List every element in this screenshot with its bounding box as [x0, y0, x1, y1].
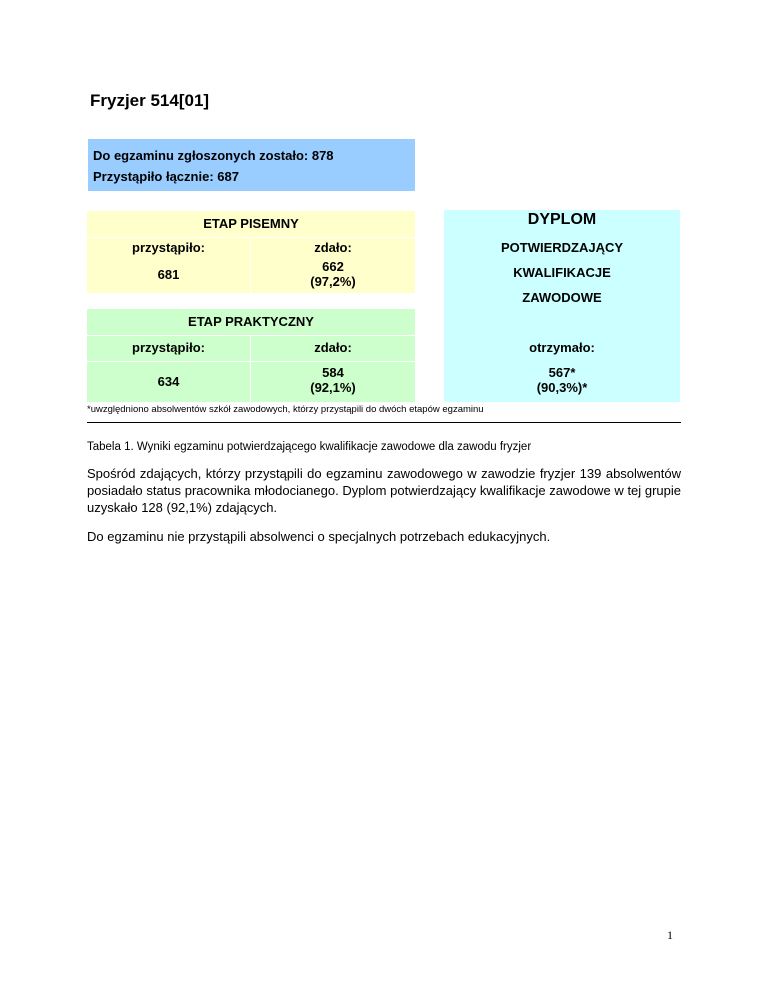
- practical-attended-value: 634: [157, 374, 180, 389]
- page-title: Fryzjer 514[01]: [90, 91, 210, 110]
- written-attended-value: 681: [157, 267, 180, 282]
- summary-box: [88, 139, 415, 191]
- paragraph-2: Do egzaminu nie przystąpili absolwenci o specjalnych potrzebach edukacyjnych.: [87, 529, 551, 544]
- diploma-title: DYPLOM: [527, 211, 597, 228]
- written-stage-header: ETAP PISEMNY: [87, 211, 415, 237]
- diploma-received-label: otrzymało:: [529, 340, 595, 355]
- diploma-line2: POTWIERDZAJĄCY: [500, 240, 624, 255]
- practical-stage-header: ETAP PRAKTYCZNY: [87, 309, 415, 335]
- written-attended-cell: [87, 238, 250, 293]
- practical-passed-value: 584: [322, 365, 344, 380]
- diploma-received-value: 567*: [548, 365, 576, 380]
- practical-passed-label: zdało:: [314, 340, 352, 355]
- practical-passed-value-cell: [251, 362, 415, 402]
- written-passed-cell: [251, 238, 415, 293]
- registered-count: Do egzaminu zgłoszonych zostało: 878: [93, 148, 334, 163]
- written-attended-label: przystąpiło:: [132, 240, 205, 255]
- practical-passed-label-cell: [251, 336, 415, 361]
- practical-attended-label-cell: [87, 336, 250, 361]
- practical-attended-value-cell: [87, 362, 250, 402]
- written-passed-label: zdało:: [314, 240, 352, 255]
- paragraph-1: Spośród zdających, którzy przystąpili do egzaminu zawodowego w zawodzie fryzjer 139 absolwentów posiadało status pracownika młodocianego. Dyplom potwierdzający kwalifikacje zawodowe w tej grupie uzyskało 128 (92,1%) zdających.: [87, 466, 681, 515]
- table-caption: Tabela 1. Wyniki egzaminu potwierdzającego kwalifikacje zawodowe dla zawodu fryzjer: [87, 441, 532, 453]
- diploma-line3: KWALIFIKACJE: [513, 265, 611, 280]
- diploma-box: [444, 210, 680, 402]
- written-passed-value: 662: [322, 259, 344, 274]
- written-passed-pct: (97,2%): [310, 274, 356, 289]
- attended-total: Przystąpiło łącznie: 687: [93, 169, 239, 184]
- diploma-line4: ZAWODOWE: [522, 290, 602, 305]
- footnote: *uwzględniono absolwentów szkół zawodowych, którzy przystąpili do dwóch etapów egzaminu: [87, 404, 484, 415]
- practical-attended-label: przystąpiło:: [132, 340, 205, 355]
- diploma-received-pct: (90,3%)*: [536, 380, 588, 395]
- page-number: 1: [667, 928, 673, 942]
- divider: [87, 422, 681, 423]
- practical-passed-pct: (92,1%): [310, 380, 356, 395]
